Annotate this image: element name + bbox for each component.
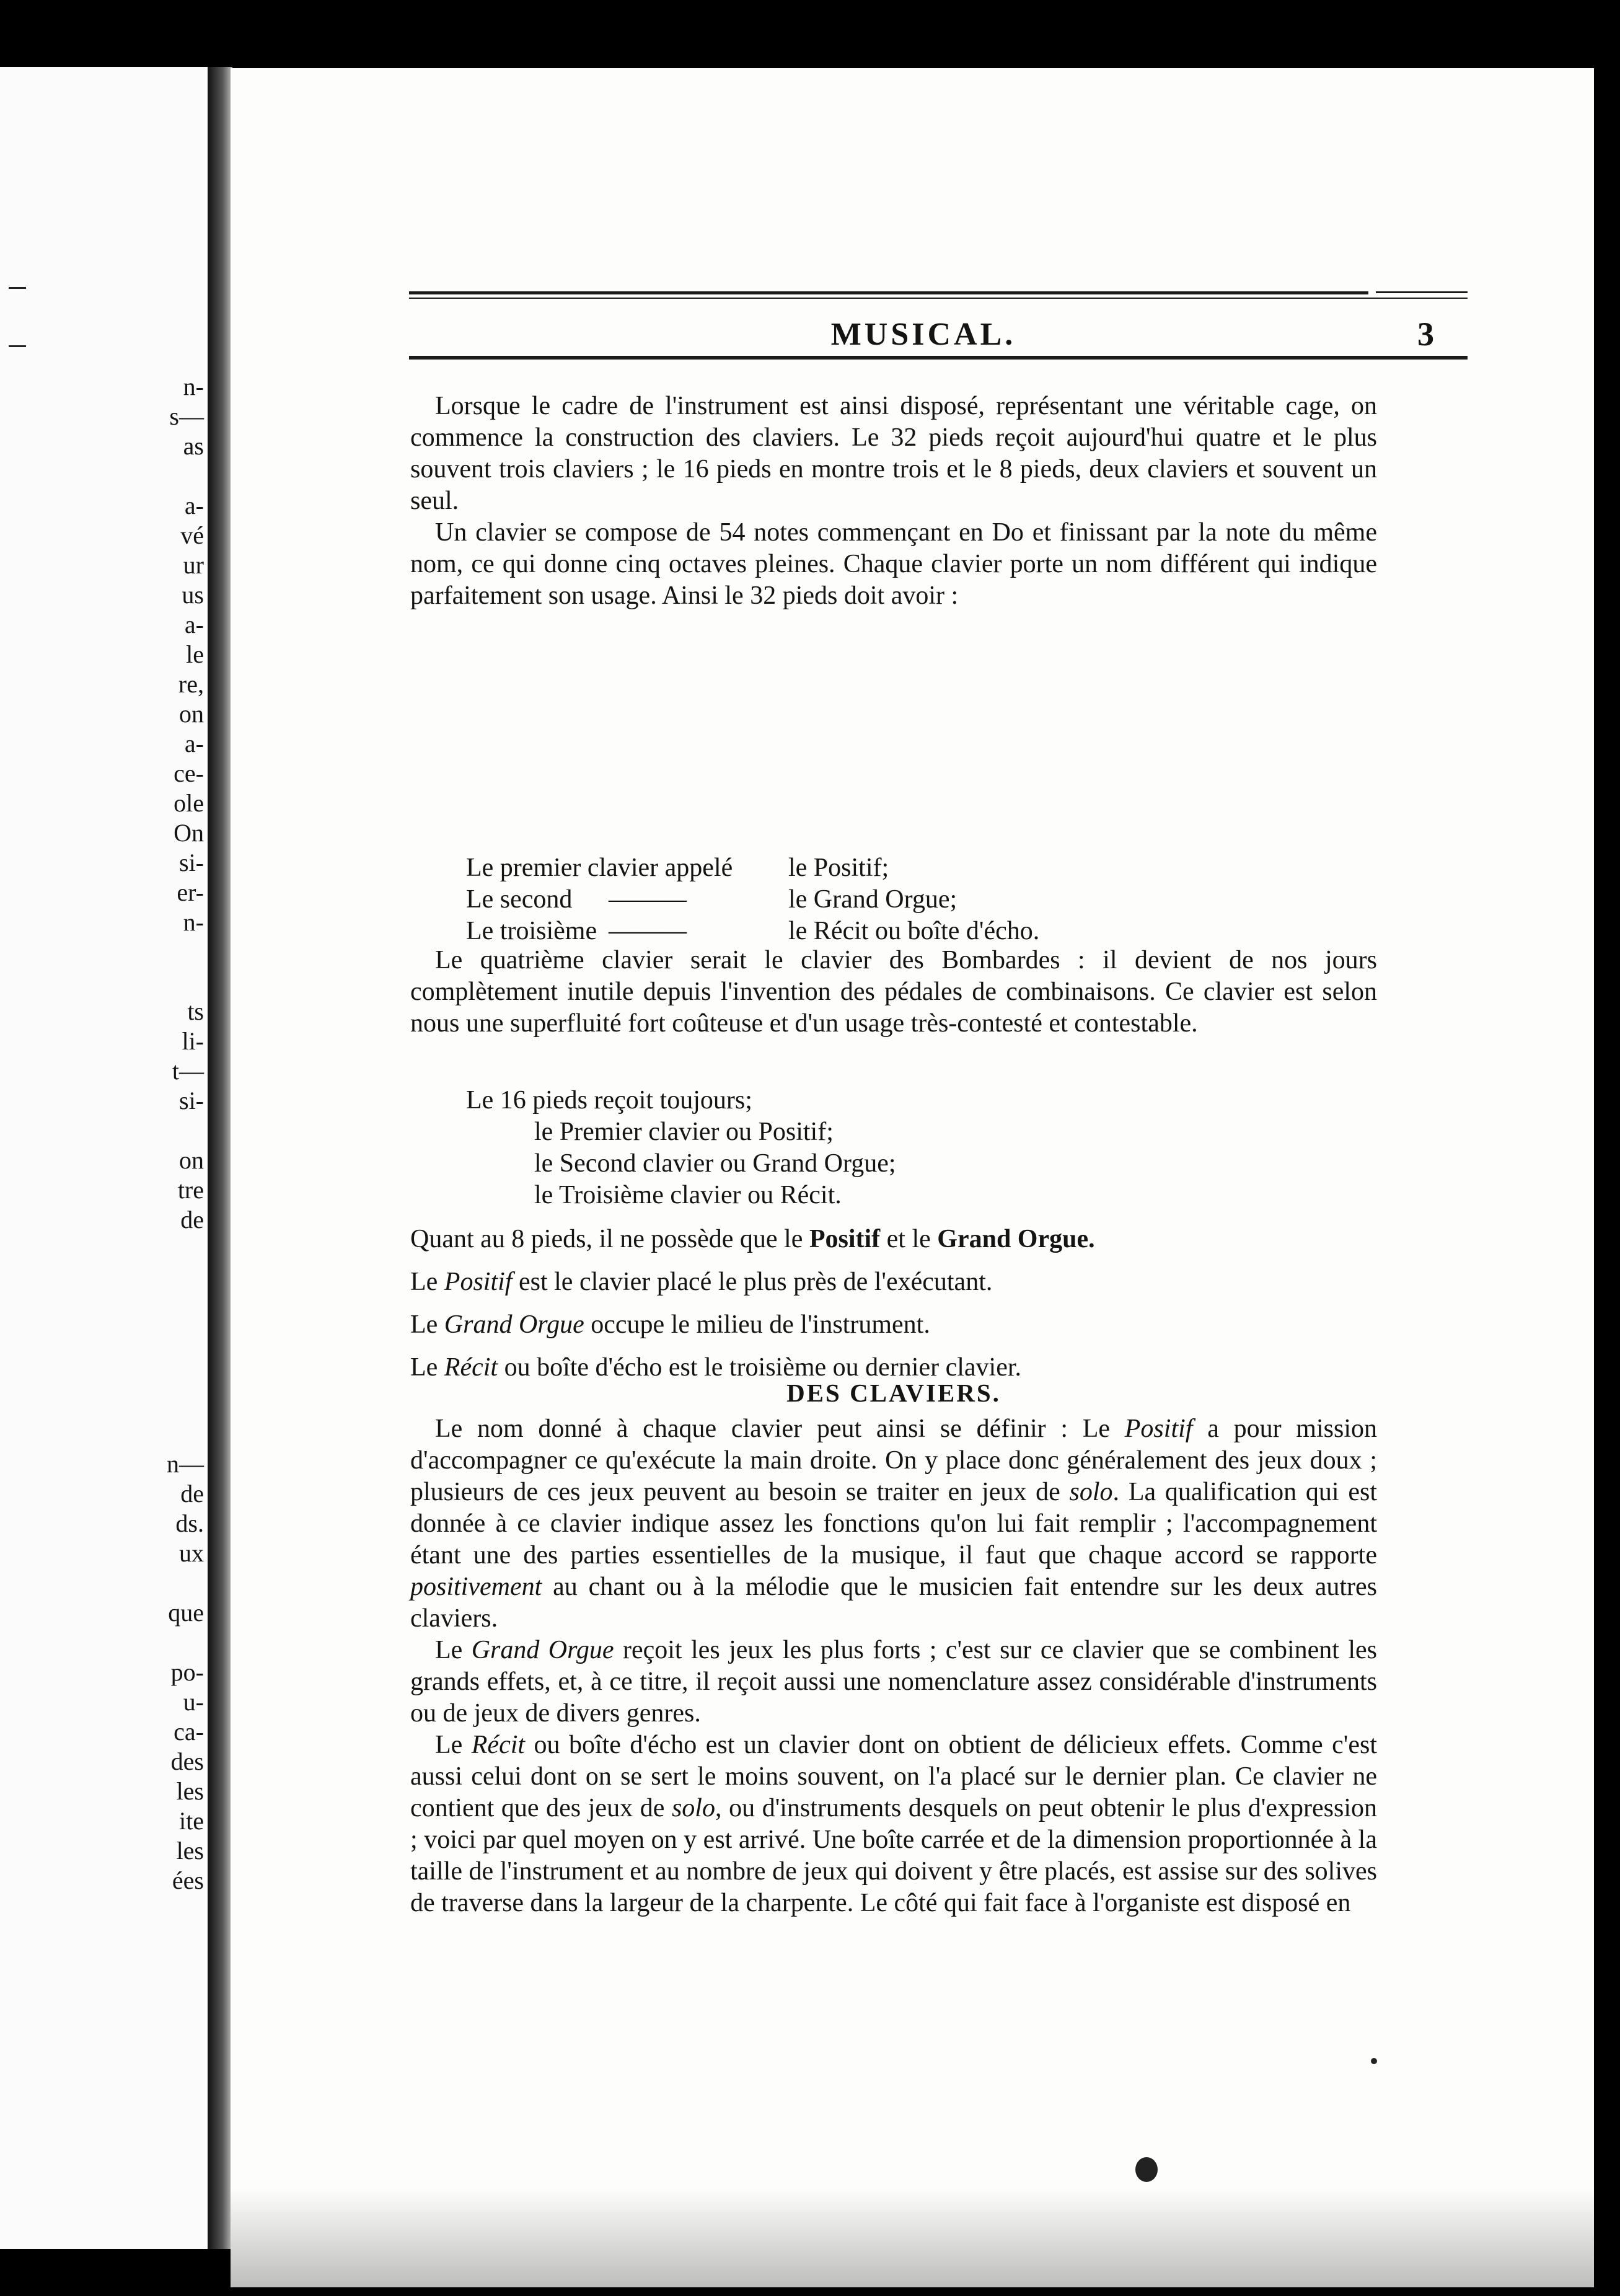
left-page-fragment: On [174,819,204,847]
book-gutter [208,67,232,2249]
term: solo [671,1794,715,1822]
list-ordinal: Le troisième [466,917,597,945]
eight-feet-and-definitions [410,1218,1377,1389]
left-page-fragment: le [186,640,204,668]
text: est le clavier placé le plus près de l'exécutant. [512,1268,993,1296]
list-item [410,852,1377,884]
left-page-fragment: u- [183,1688,204,1716]
header-rule [409,298,1468,299]
left-page-fragment: les [176,1777,204,1805]
text: , ou d'instruments desquels on peut obtenir le plus d'expression ; voici par quel moyen on y est arrivé. Une boîte carrée et de la dimension proportionnée à la taille de l'instrument et au nombre de jeux qui doivent y être placés, est assise sur des solives de traverse dans la largeur de la charpente. Le côté qui fait face à l'organiste est disposé en [410,1794,1378,1917]
list-heading: Le 16 pieds reçoit toujours; [466,1086,752,1115]
list-item [410,1085,1377,1116]
left-page-fragment: s— [169,402,204,430]
paragraph [410,1413,1377,1635]
left-page-fragment: si- [179,849,204,876]
text: Le [410,1310,444,1339]
text: et le [880,1225,938,1253]
left-page-fragment: ur [183,551,204,579]
text: a pour mission d'accompagner ce qu'exécute la main droite. On y place donc généralement des jeux doux ; plusieurs de ces jeux peuvent au besoin se traiter en jeux de [410,1415,1377,1506]
left-page-fragment: ole [174,789,204,817]
list-entry: le Second clavier ou Grand Orgue; [534,1149,896,1178]
text: reçoit les jeux les plus forts ; c'est sur ce clavier que se combinent les grands effets, et, à ce titre, il reçoit aussi une nomenclature assez considérable d'instruments ou de jeux de divers genres. [410,1636,1378,1728]
left-page-fragment: de [180,1480,204,1508]
list-item [410,1116,1377,1148]
left-page-fragment: n— [167,1450,204,1478]
term: solo [1069,1478,1113,1506]
list-item [410,1148,1377,1180]
left-page-fragment: t— [172,1057,204,1085]
left-page-fragment [111,461,204,491]
text: Le [435,1636,472,1664]
paragraph [410,1635,1377,1729]
left-page-fragments-bottom [111,1449,204,1896]
right-page [231,68,1594,2287]
text: Le [410,1353,444,1382]
left-page-fragment: ts [187,997,204,1025]
text: ou boîte d'écho est le troisième ou dernier clavier. [498,1353,1022,1382]
left-page-fragment: de [180,1206,204,1234]
page-edge-shadow [231,2188,1594,2287]
left-page-fragment: tre [177,1176,204,1204]
ink-speck [1371,2058,1377,2064]
left-page-fragment: us [182,581,204,609]
text: ou boîte d'écho est un clavier dont on obtient de délicieux effets. Comme c'est aussi celui dont on se sert le moins souvent, on l'a placé sur le dernier plan. Ce clavier ne contient que des jeux de [410,1731,1378,1822]
left-page-fragment [111,1628,204,1658]
definition-grand-orgue [410,1304,1377,1346]
text: . La qualification qui est donnée à ce clavier indique assez les fonctions qu'on lui fait remplir ; l'accompagnement étant une des parties essentielles de la musique, il faut que chaque accord se rapporte [410,1478,1377,1570]
left-page-fragment [111,1116,204,1146]
emphasis: Grand Orgue. [937,1225,1095,1253]
bombardes-paragraph [410,945,1377,1040]
left-page-fragment [111,967,204,997]
list-entry: le Troisième clavier ou Récit. [534,1181,842,1209]
ink-blot [1135,2157,1158,2182]
text: Le nom donné à chaque clavier peut ainsi se définir : Le [435,1415,1125,1443]
list-item [410,884,1377,916]
left-page-fragment: vé [180,521,204,549]
keyboard-list-32 [410,852,1377,947]
keyboard-list-16 [410,1085,1377,1211]
paragraph [410,1729,1377,1919]
left-facing-page [0,67,208,2249]
header-rule [409,356,1468,360]
header-rule [1376,291,1468,293]
term: Récit [471,1731,526,1759]
list-item [410,1180,1377,1211]
list-item [410,916,1377,947]
section-heading: DES CLAVIERS. [786,1379,1001,1407]
left-page-fragment [111,937,204,967]
list-entry: le Premier clavier ou Positif; [534,1118,834,1146]
list-ordinal: Le premier clavier appelé [466,854,733,882]
left-page-fragment: ds. [175,1509,204,1537]
left-page-fragment: n- [183,908,204,936]
paragraph: Un clavier se compose de 54 notes commençant en Do et finissant par la note du même nom, ce qui donne cinq octaves pleines. Chaque clavier porte un nom différent qui indique parfaitement son usage. Ainsi le 32 pieds doit avoir : [410,518,1377,610]
left-page-fragment: on [179,700,204,728]
left-page-fragment: n- [183,373,204,400]
intro-paragraphs [410,391,1377,612]
paragraph: Lorsque le cadre de l'instrument est ainsi disposé, représentant une véritable cage, on commence la construction des claviers. Le 32 pieds reçoit aujourd'hui quatre et le plus souvent trois claviers ; le 16 pieds en montre trois et le 8 pieds, deux claviers et souvent un seul. [410,392,1377,515]
left-page-fragment: er- [177,878,204,906]
paragraph: Le quatrième clavier serait le clavier des Bombardes : il devient de nos jours complètement inutile depuis l'invention des pédales de combinaisons. Ce clavier est selon nous une superfluité fort coûteuse et d'un usage très-contesté et contestable. [410,946,1377,1038]
left-page-mark [9,287,26,289]
term: Positif [1124,1415,1193,1443]
left-page-fragment: si- [179,1087,204,1115]
term: positivement [410,1573,542,1601]
left-page-fragment: as [183,432,204,460]
left-page-fragment: que [168,1599,204,1627]
left-page-fragments-top [111,372,204,1235]
left-page-fragment: ux [179,1539,204,1567]
text: Le [410,1268,444,1296]
left-page-fragment: po- [170,1658,204,1686]
text: Quant au 8 pieds, il ne possède que le [410,1225,809,1253]
term: Grand Orgue [471,1636,614,1664]
left-page-fragment: ées [172,1866,204,1894]
left-page-mark [9,345,26,347]
left-page-fragment: ite [179,1807,204,1835]
text: Le [435,1731,472,1759]
left-page-fragment [111,1568,204,1598]
left-page-fragment: re, [178,670,204,698]
left-page-fragment: on [179,1146,204,1174]
text: au chant ou à la mélodie que le musicien fait entendre sur les deux autres claviers. [410,1573,1377,1633]
running-title: MUSICAL. [830,317,1016,352]
list-ordinal: Le second [466,885,573,914]
eight-feet-line [410,1218,1377,1261]
left-page-fragment: a- [184,492,204,519]
emphasis: Positif [809,1225,881,1253]
section-body [410,1413,1377,1919]
left-page-fragment: a- [184,611,204,638]
term: Récit [444,1353,498,1382]
left-page-fragment: a- [184,730,204,757]
page-number: 3 [1417,316,1434,353]
left-page-fragment: des [170,1747,204,1775]
list-dash: ——— [609,885,687,914]
text: occupe le milieu de l'instrument. [584,1310,930,1339]
left-page-fragment: ca- [174,1718,204,1746]
left-page-fragment: li- [182,1027,204,1055]
header-rule [409,291,1368,294]
list-name: le Grand Orgue; [788,885,957,914]
term: Grand Orgue [444,1310,584,1339]
term: Positif [444,1268,513,1296]
list-name: le Positif; [788,854,889,882]
list-name: le Récit ou boîte d'écho. [788,917,1040,945]
definition-positif [410,1261,1377,1304]
left-page-fragment: les [176,1837,204,1865]
left-page-fragment: ce- [174,759,204,787]
list-dash: ——— [609,917,687,945]
